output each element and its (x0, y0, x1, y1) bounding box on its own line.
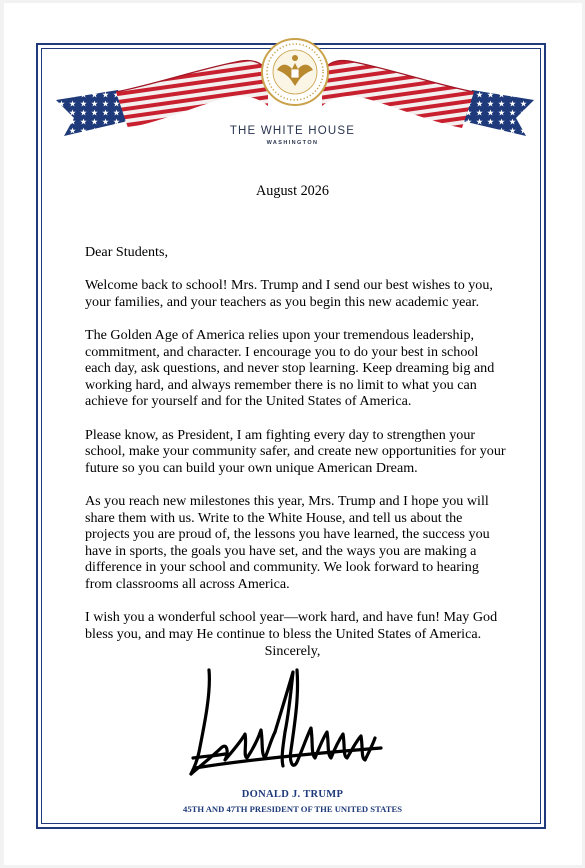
signer-name: DONALD J. TRUMP (241, 789, 344, 800)
salutation: Dear Students, (85, 244, 168, 260)
presidential-seal-icon (262, 39, 328, 105)
organization-location: WASHINGTON (266, 140, 319, 146)
paragraph-4: As you reach new milestones this year, Mrs. Trump and I hope you will share them with us. Write to the White House, and tell us about the projects you are proud of, the lessons you have learned, the success you have in sports, the goals you have set, and the ways you are making a difference in your school and community. We look forward to hearing from classrooms all across America. (85, 492, 490, 592)
paragraph-3: Please know, as President, I am fighting every day to strengthen your school, make your community safer, and create new opportunities for your future so you can build your own unique American Dream. (85, 426, 506, 476)
organization-name: THE WHITE HOUSE (229, 125, 356, 137)
signer-title: 45TH AND 47TH PRESIDENT OF THE UNITED STATES (183, 804, 402, 814)
signature-image (185, 662, 385, 787)
letter-date: August 2026 (256, 183, 329, 199)
paragraph-2: The Golden Age of America relies upon your tremendous leadership, commitment, and character. I encourage you to do your best in school each day, ask questions, and never stop learning. Keep dreaming big and working hard, and always remember there is no limit to what you can achieve for yourself and for the United States of America. (85, 326, 495, 410)
closing: Sincerely, (264, 643, 321, 659)
paragraph-1: Welcome back to school! Mrs. Trump and I send our best wishes to you, your families, and your teachers as you begin this new academic year. (85, 277, 493, 310)
paragraph-5: I wish you a wonderful school year—work hard, and have fun! May God bless you, and may He continue to bless the United States of America. (85, 609, 498, 642)
letter-body (85, 244, 515, 659)
